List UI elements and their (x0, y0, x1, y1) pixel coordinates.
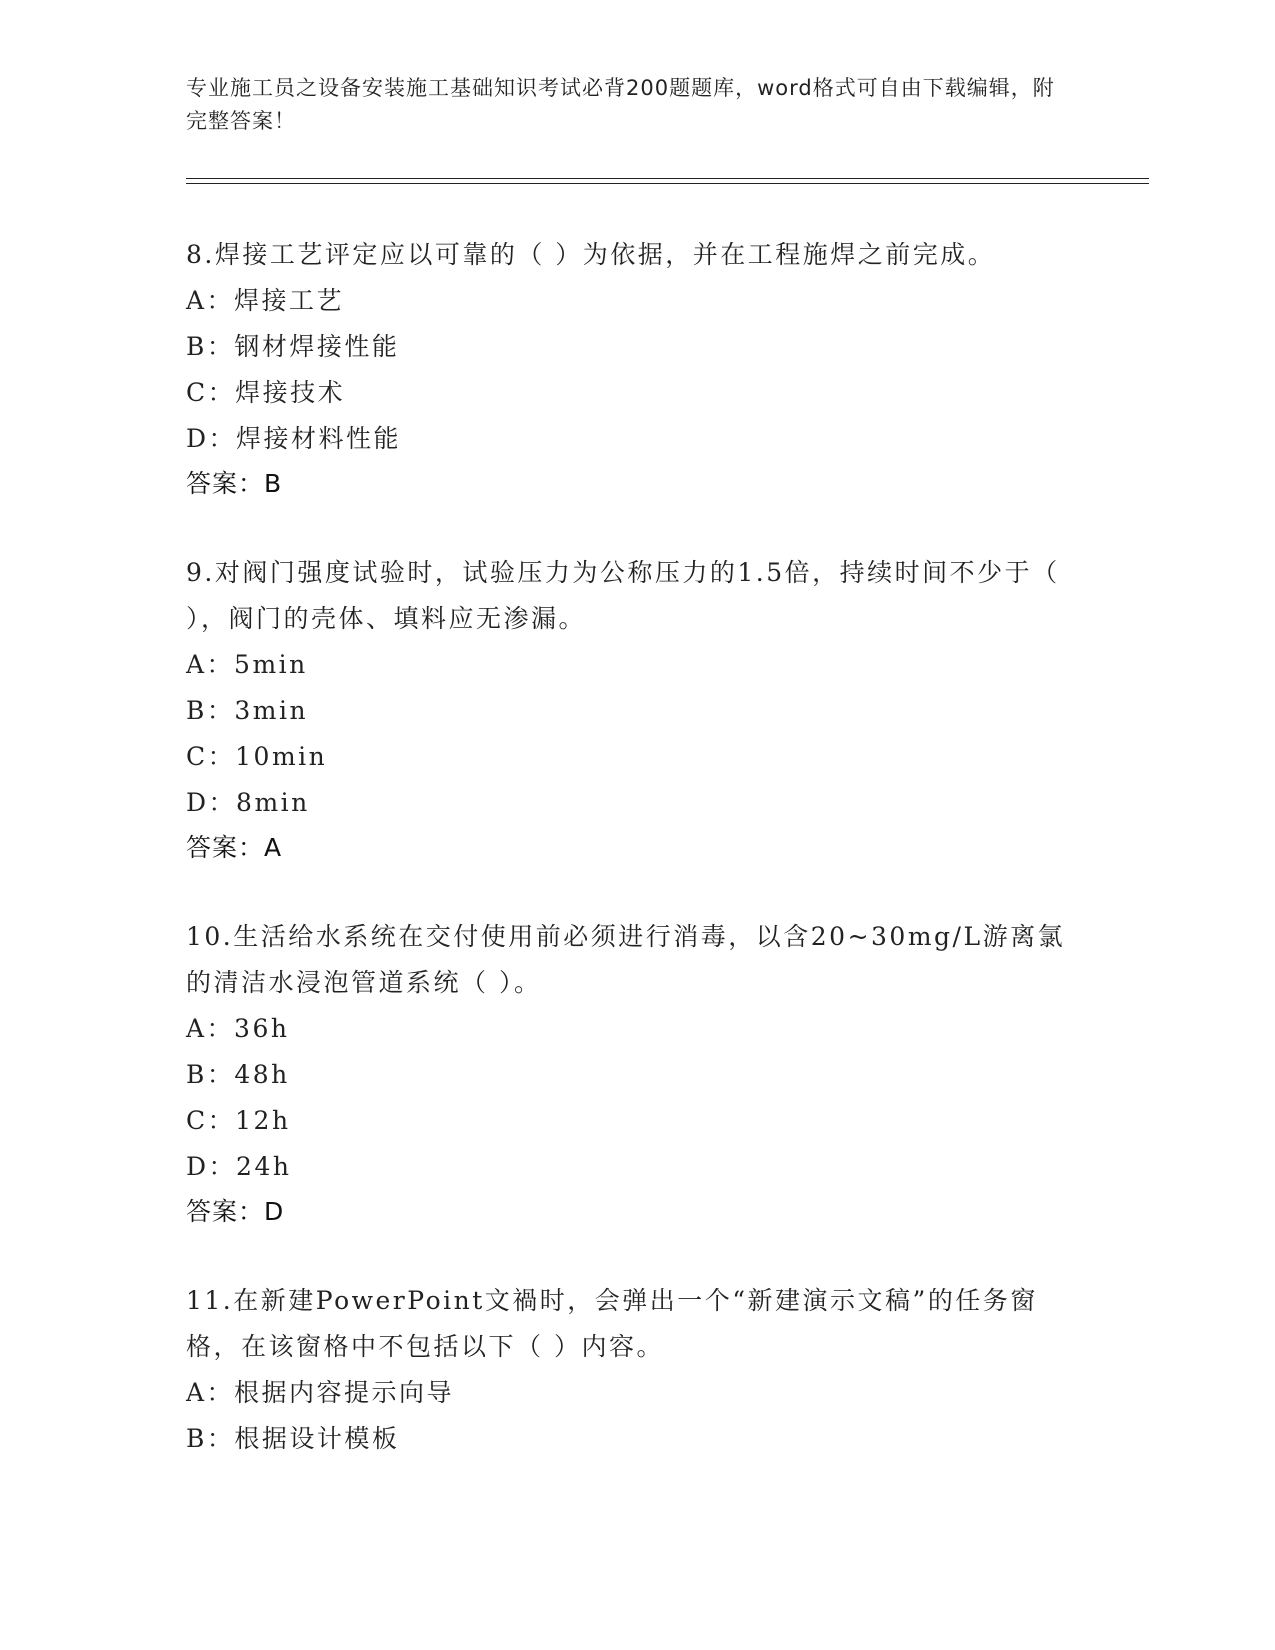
option-a: A：36h (186, 1014, 290, 1043)
question-item (186, 1278, 1086, 1462)
option-b: B：根据设计模板 (186, 1424, 400, 1453)
question-text: 11.在新建PowerPoint文禍时，会弹出一个“新建演示文稿”的任务窗格，在该窗格中不包括以下（ ）内容。 (186, 1286, 1038, 1361)
option-a: A：5min (186, 650, 308, 679)
question-text: 10.生活给水系统在交付使用前必须进行消毒，以含20~30mg/L游离氯的清洁水浸泡管道系统（ ）。 (186, 922, 1066, 997)
option-d: D：24h (186, 1152, 292, 1181)
question-list (186, 232, 1086, 1506)
option-c: C：12h (186, 1106, 291, 1135)
question-item (186, 232, 1086, 506)
answer-text: 答案：A (186, 833, 283, 862)
question-item (186, 550, 1086, 870)
option-d: D：焊接材料性能 (186, 424, 402, 453)
question-item (186, 914, 1086, 1234)
document-header: 专业施工员之设备安装施工基础知识考试必背200题题库，word格式可自由下载编辑，附完整答案！ (186, 76, 1055, 133)
question-text: 9.对阀门强度试验时，试验压力为公称压力的1.5倍，持续时间不少于（ ），阀门的壳体、填料应无渗漏。 (186, 558, 1060, 633)
option-d: D：8min (186, 788, 310, 817)
option-b: B：钢材焊接性能 (186, 332, 400, 361)
option-c: C：焊接技术 (186, 378, 346, 407)
option-c: C：10min (186, 742, 328, 771)
option-b: B：3min (186, 696, 309, 725)
option-b: B：48h (186, 1060, 290, 1089)
header-divider-top (186, 178, 1149, 179)
answer-text: 答案：B (186, 469, 283, 498)
header-divider-bottom (186, 183, 1149, 184)
question-text: 8.焊接工艺评定应以可靠的（ ）为依据，并在工程施焊之前完成。 (186, 240, 996, 269)
answer-text: 答案：D (186, 1197, 285, 1226)
option-a: A：根据内容提示向导 (186, 1378, 455, 1407)
option-a: A：焊接工艺 (186, 286, 345, 315)
